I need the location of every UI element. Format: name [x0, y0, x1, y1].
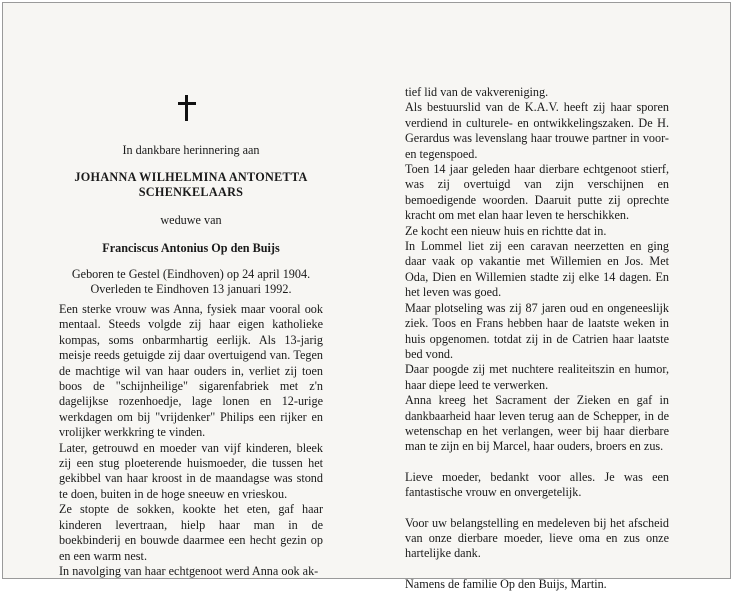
story-paragraph: In navolging van haar echtgenoot werd Anna ook ak- — [59, 563, 319, 578]
story-paragraph: Maar plotseling was zij 87 jaren oud en ongeneeslijk ziek. Toos en Frans hebben haar de laatste weken in huis opgenomen. totdat zij in de Catrien haar laatste bed vond. — [405, 300, 669, 361]
death-line: Overleden te Eindhoven 13 januari 1992. — [90, 282, 292, 297]
husband-name: Franciscus Antonius Op den Buijs — [102, 241, 280, 255]
thanks-text: Voor uw belangstelling en medeleven bij het afscheid van onze dierbare moeder, lieve oma en zus onze hartelijke dank. — [405, 515, 669, 561]
story-paragraph: Als bestuurslid van de K.A.V. heeft zij haar sporen verdiend in culturele- en ontwikkelingszaken. De H. Gerardus was levenslang haar trouwe partner in voor- en tegenspoed. — [405, 100, 669, 161]
deceased-name-line1: JOHANNA WILHELMINA ANTONETTA — [74, 170, 308, 184]
signature-text: Namens de familie Op den Buijs, Martin. — [405, 576, 607, 591]
life-dates — [59, 267, 323, 298]
life-story-right — [405, 85, 669, 592]
farewell-text: Lieve moeder, bedankt voor alles. Je was een fantastische vrouw en onvergetelijk. — [405, 469, 669, 500]
cross-icon — [178, 95, 196, 121]
intro-text: In dankbare herinnering aan — [122, 143, 260, 157]
story-paragraph: Daar poogde zij met nuchtere realiteitszin en humor, haar diepe leed te verwerken. — [405, 362, 669, 392]
story-paragraph: Later, getrouwd en moeder van vijf kinderen, bleek zij een stug ploeterende huismoeder, die tussen het gekibbel van haar kroost in de maandagse was stond te doen, buiten in de hoge sneeuw en vrieskou. — [59, 440, 323, 501]
birth-line: Geboren te Gestel (Eindhoven) op 24 april 1904. — [71, 267, 311, 281]
story-paragraph: tief lid van de vakvereniging. — [405, 85, 549, 99]
story-paragraph: Anna kreeg het Sacrament der Zieken en gaf in dankbaarheid haar leven terug aan de Schepper, in de wetenschap en het verlangen, weer bij haar dierbare man te zijn en bij Marcel, haar ouders, broers en zus. — [405, 393, 669, 454]
deceased-name — [59, 170, 323, 200]
memorial-card — [2, 2, 731, 591]
story-paragraph: In Lommel liet zij een caravan neerzetten en ging daar vaak op vakantie met Willemien en Jos. Met Oda, Dien en Willemien stadte zij elke 14 dagen. En het leven was goed. — [405, 239, 669, 300]
story-paragraph: Toen 14 jaar geleden haar dierbare echtgenoot stierf, was zij overtuigd van zijn verschijnen en bemoedigende woorden. Daaruit putte zij oprechte kracht om met elan haar leven te herschikken. — [405, 162, 669, 223]
deceased-name-line2: SCHENKELAARS — [138, 185, 244, 199]
story-paragraph: Een sterke vrouw was Anna, fysiek maar vooral ook mentaal. Steeds volgde zij haar eigen katholieke kompas, soms onbarmhartig eerlijk. Als 13-jarig meisje reeds getuigde zij daar overtuigend van. Tegen de machtige wil van haar ouders in, verliet zij toen boos de "schijnheilige" sigarenfabriek met z'n dagelijkse rozenhoedje, lage lonen en 12-urige werkdagen om bij "vrijdenker" Philips een rijker en vrolijker werkkring te vinden. — [59, 302, 323, 440]
life-story-left — [59, 302, 323, 579]
story-paragraph: Ze kocht een nieuw huis en richtte dat in. — [405, 223, 607, 238]
story-paragraph: Ze stopte de sokken, kookte het eten, gaf haar kinderen levertraan, hielp haar man in de boekbinderij en bouwde daarmee een hecht gezin op en een warm nest. — [59, 502, 323, 563]
widow-of-text: weduwe van — [160, 213, 222, 227]
